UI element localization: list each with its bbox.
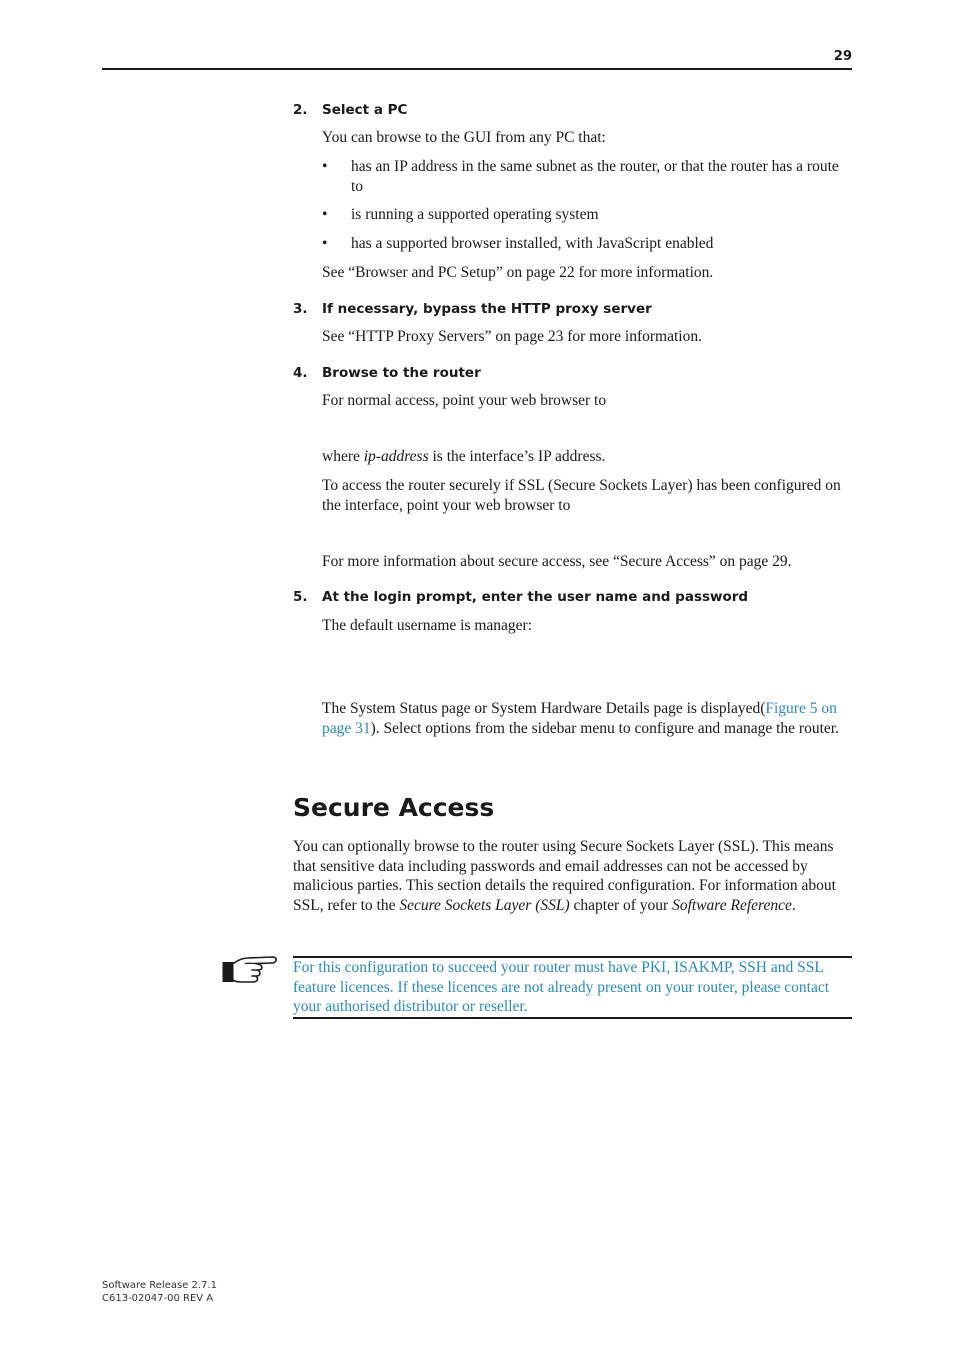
- pointing-hand-icon: [221, 952, 279, 986]
- status-pre: The System Status page or System Hardware Details page is displayed(: [322, 700, 766, 717]
- footer: [102, 1280, 217, 1305]
- para-mid: chapter of your: [569, 896, 673, 914]
- secure-section-paragraph: [293, 837, 853, 915]
- note-bottom-rule: [293, 1017, 852, 1019]
- list-item: has an IP address in the same subnet as the router, or that the router has a route to: [351, 158, 839, 195]
- ssl-chapter-title: Secure Sockets Layer (SSL): [399, 896, 570, 914]
- bullet-icon: •: [322, 206, 328, 223]
- secure-more-info: For more information about secure access, see “Secure Access” on page 29.: [322, 553, 792, 570]
- list-item: has a supported browser installed, with JavaScript enabled: [351, 235, 714, 252]
- step-2-heading: [293, 102, 407, 118]
- footer-doc-number: C613-02047-00 REV A: [102, 1292, 214, 1304]
- where-prefix: where: [322, 448, 364, 465]
- ip-address-term: ip-address: [363, 448, 429, 465]
- header-rule: [102, 68, 852, 70]
- step-title: Browse to the router: [322, 365, 481, 381]
- status-page-text: [322, 699, 852, 738]
- where-ip-text: [322, 447, 852, 467]
- step-number: 3.: [293, 301, 308, 317]
- step-number: 5.: [293, 589, 308, 605]
- step-3-heading: [293, 301, 652, 317]
- where-suffix: is the interface’s IP address.: [428, 448, 606, 465]
- list-item: is running a supported operating system: [351, 206, 599, 223]
- step-number: 4.: [293, 365, 308, 381]
- footer-release: Software Release 2.7.1: [102, 1280, 217, 1291]
- step-4-heading: [293, 365, 481, 381]
- step-number: 2.: [293, 102, 308, 118]
- para-pre: You can optionally browse to the router using Secure Sockets Layer (SSL). This means that sensitive data including passwords and email addresses can not be accessed by malicious parties. This section details the required configuration. For information about SSL, refer to the: [293, 838, 836, 914]
- bullet-icon: •: [322, 235, 328, 252]
- section-heading: Secure Access: [293, 793, 495, 822]
- select-pc-see-also: See “Browser and PC Setup” on page 22 for more information.: [322, 264, 714, 281]
- default-username-text: The default username is manager:: [322, 617, 533, 634]
- proxy-see-also: See “HTTP Proxy Servers” on page 23 for more information.: [322, 328, 702, 345]
- page-number: 29: [833, 49, 852, 64]
- para-end: .: [791, 896, 796, 914]
- normal-access-text: For normal access, point your web browser to: [322, 392, 607, 409]
- select-pc-intro: You can browse to the GUI from any PC that:: [322, 129, 606, 146]
- bullet-icon: •: [322, 158, 328, 175]
- step-title: Select a PC: [322, 102, 408, 118]
- step-5-heading: [293, 589, 748, 605]
- secure-access-text: To access the router securely if SSL (Secure Sockets Layer) has been configured on the interface, point your web browser to: [322, 477, 841, 514]
- step-title: If necessary, bypass the HTTP proxy server: [322, 301, 652, 317]
- status-post: ). Select options from the sidebar menu to configure and manage the router.: [370, 719, 839, 737]
- licence-note: For this configuration to succeed your router must have PKI, ISAKMP, SSH and SSL feature licences. If these licences are not already present on your router, please contact your authorised distributor or reseller.: [293, 959, 830, 1015]
- software-reference-title: Software Reference: [672, 896, 792, 914]
- figure-5-link[interactable]: Figure 5 on page 31: [322, 700, 837, 737]
- step-title: At the login prompt, enter the user name and password: [322, 589, 749, 605]
